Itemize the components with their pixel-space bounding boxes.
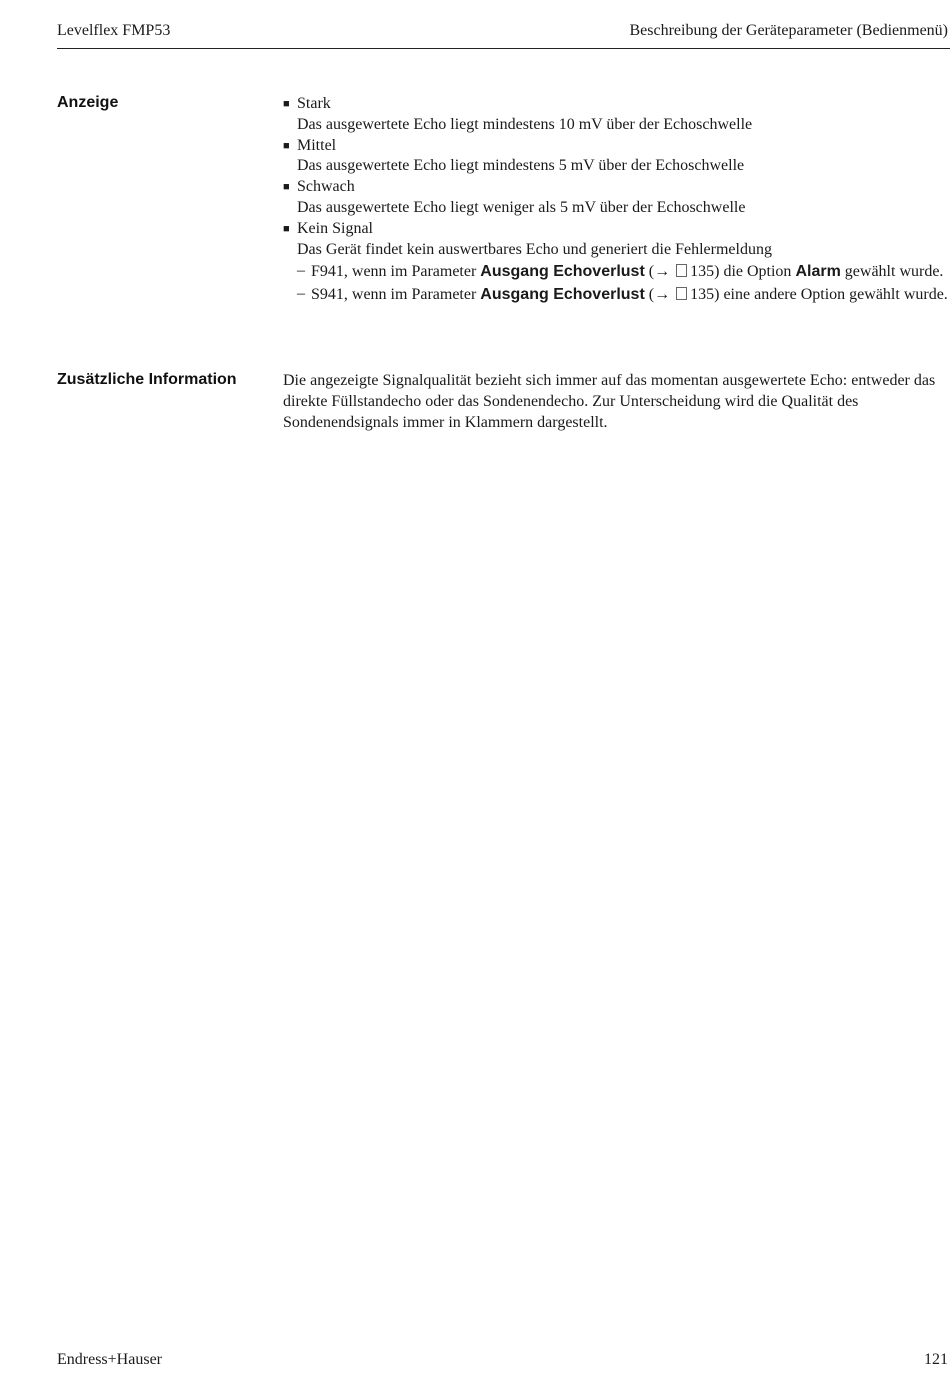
- sub-item-end: gewählt wurde.: [844, 263, 944, 281]
- sub-list-item: [297, 261, 950, 283]
- page-number: 121: [924, 1351, 948, 1368]
- info-label: Zusätzliche Information: [57, 371, 237, 388]
- list-item: [283, 136, 950, 178]
- item-title: Stark: [297, 95, 331, 112]
- anzeige-label: Anzeige: [57, 94, 119, 111]
- list-item: [283, 94, 950, 136]
- error-code-text: F941, wenn im Parameter: [311, 263, 477, 281]
- footer-company: Endress+Hauser: [57, 1351, 162, 1368]
- item-description: Das ausgewertete Echo liegt mindestens 10 mV über der Echoschwelle: [297, 115, 753, 133]
- header-section-title: Beschreibung der Geräteparameter (Bedienmenü): [629, 22, 948, 39]
- bullet-icon: ■: [283, 181, 290, 194]
- header-document-title: Levelflex FMP53: [57, 22, 171, 39]
- bullet-icon: ■: [283, 139, 290, 152]
- item-title: Kein Signal: [297, 219, 373, 237]
- parameter-name: Ausgang Echoverlust: [480, 285, 645, 303]
- page-reference[interactable]: 135): [690, 263, 720, 281]
- item-title: Mittel: [297, 136, 337, 154]
- page-reference[interactable]: 135): [690, 285, 720, 303]
- dash-icon: –: [297, 284, 305, 302]
- info-text: Die angezeigte Signalqualität bezieht sich immer auf das momentan ausgewertete Echo: entweder das direkte Füllstandecho oder das Sondenendecho. Zur Unterscheidung wird die Qualität des Sondenendsignals immer in Klammern dargestellt.: [283, 372, 936, 431]
- error-code-text: S941, wenn im Parameter: [311, 285, 477, 303]
- item-description: Das Gerät findet kein auswertbares Echo und generiert die Fehlermeldung: [297, 240, 772, 258]
- arrow-text: (→: [648, 285, 671, 303]
- list-item: [283, 177, 950, 219]
- bullet-icon: ■: [283, 98, 290, 110]
- header-divider: [57, 48, 950, 49]
- sub-list-item: [297, 284, 950, 306]
- page-reference-icon: [676, 264, 687, 277]
- anzeige-content: [283, 94, 950, 306]
- bullet-icon: ■: [283, 222, 290, 235]
- list-item: [283, 219, 950, 306]
- parameter-name: Ausgang Echoverlust: [480, 263, 645, 281]
- item-description: Das ausgewertete Echo liegt mindestens 5 mV über der Echoschwelle: [297, 157, 745, 175]
- arrow-text: (→: [648, 263, 671, 281]
- item-title: Schwach: [297, 178, 355, 196]
- item-description: Das ausgewertete Echo liegt weniger als 5 mV über der Echoschwelle: [297, 198, 746, 216]
- option-text: die Option: [723, 263, 792, 281]
- dash-icon: –: [297, 262, 305, 280]
- option-name: Alarm: [795, 263, 841, 281]
- page-reference-icon: [676, 287, 687, 300]
- option-text: eine andere Option gewählt wurde.: [723, 285, 948, 303]
